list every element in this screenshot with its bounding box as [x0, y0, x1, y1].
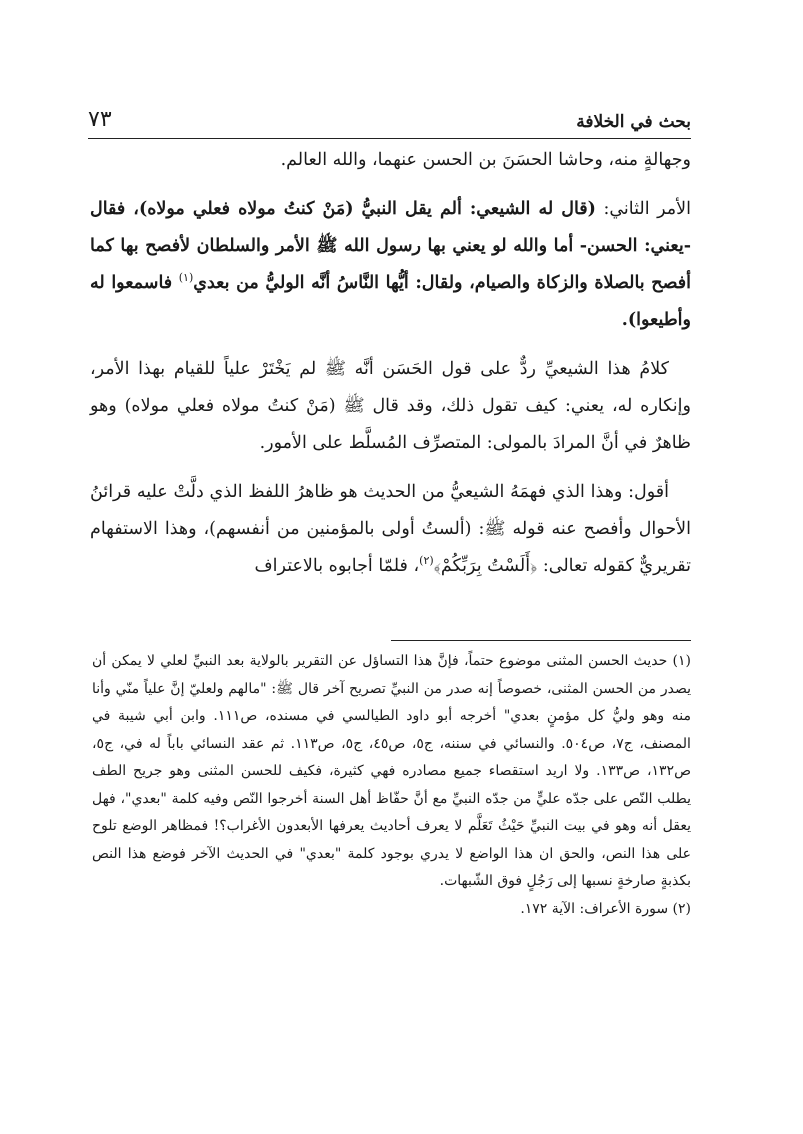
page-header — [88, 92, 691, 139]
paragraph-2-quote: (قال له الشيعي: ألم يقل النبيُّ (مَنْ كنتُ مولاه فعلي مولاه)، فقال -يعني: الحسن- أما والله لو يعني بها رسول الله ﷺ الأمر والسلطان لأفصح بها كما أفصح بالصلاة والزكاة والصيام، ولقال: أيُّها النَّاسُ أنَّه الوليُّ من بعدي — [90, 199, 691, 293]
footnotes — [92, 648, 691, 923]
footnote-ref-2: (٢) — [419, 554, 434, 568]
footnote-1: (١) حديث الحسن المثنى موضوع حتماً، فإنَّ هذا التساؤل عن التقرير بالولاية بعد النبيِّ لعلي لا يمكن أن يصدر من الحسن المثنى، خصوصاً إنه صدر من النبيِّ تصريح آخر قال ﷺ: "مالهم ولعليّ إنَّ علياً منّي وأنا منه وهو وليُّ كل مؤمنٍ بعدي" أخرجه أبو داود الطيالسي في مسنده، ص١١١. وابن أبي شيبة في المصنف، ج٧، ص٥٠٤. والنسائي في سننه، ج٥، ص٤٥، ج٥، ص١١٣. ثم عقد النسائي باباً له في، ج٥، ص١٣٢، ص١٣٣. ولا اريد استقصاء جميع مصادره فهي كثيرة، فكيف للحسن المثنى وهو جريح الطف يطلب النّص على جدّه عليٍّ من جدّه النبيِّ مع أنَّ حفّاظ أهل السنة أخرجوا النّص وفيه كلمة "بعدي"، فهل يعقل أنه وهو في بيت النبيِّ حَيْثُ تَعَلَّم لا يعرف أحاديث يعرفها الأبعدون الأغراب؟! فمظاهر الوضع تلوح على هذا النص، والحق ان هذا الواضع لا يدري بوجود كلمة "بعدي" في الحديث الآخر فوضع هذا النص بكذبةٍ صارخةٍ نسبها إلى رَجُلٍ فوق الشّبهات. — [92, 653, 691, 889]
paragraph-1: وجهالةٍ منه، وحاشا الحسَنَ بن الحسن عنهما، والله العالم. — [280, 150, 691, 170]
main-text — [90, 142, 691, 597]
running-title: بحث في الخلافة — [576, 112, 691, 132]
page-number: ٧٣ — [88, 107, 112, 132]
paragraph-4-text-end: ، فلمّا أجابوه بالاعتراف — [254, 556, 420, 576]
paragraph-2-quote-end: فاسمعوا له وأطيعوا). — [90, 273, 691, 330]
paragraph-4 — [90, 474, 691, 585]
footnote-divider — [391, 640, 691, 641]
paragraph-4-text: أقول: وهذا الذي فهمَهُ الشيعيُّ من الحديث هو ظاهرُ اللفظ الذي دلَّتْ عليه قرائنُ الأحوال وأفصح عنه قوله ﷺ: (ألستُ أولى بالمؤمنين من أنفسهم)، وهذا الاستفهام تقريريٌّ كقوله تعالى: ﴿أَلَسْتُ بِرَبِّكُمْ﴾ — [90, 482, 691, 576]
paragraph-3: كلامُ هذا الشيعيِّ ردٌّ على قول الحَسَن أنَّه ﷺ لم يَخْتَرْ علياً للقيام بهذا الأمر، وإنكاره له، يعني: كيف تقول ذلك، وقد قال ﷺ (مَنْ كنتُ مولاه فعلي مولاه) وهو ظاهرٌ في أنَّ المرادَ بالمولى: المتصرِّف المُسلَّط على الأمور. — [90, 359, 691, 453]
paragraph-2-lead: الأمر الثاني: — [595, 199, 691, 219]
paragraph-2 — [90, 191, 691, 339]
footnote-2: (٢) سورة الأعراف: الآية ١٧٢. — [520, 900, 691, 917]
footnote-ref-1: (١) — [178, 271, 194, 285]
